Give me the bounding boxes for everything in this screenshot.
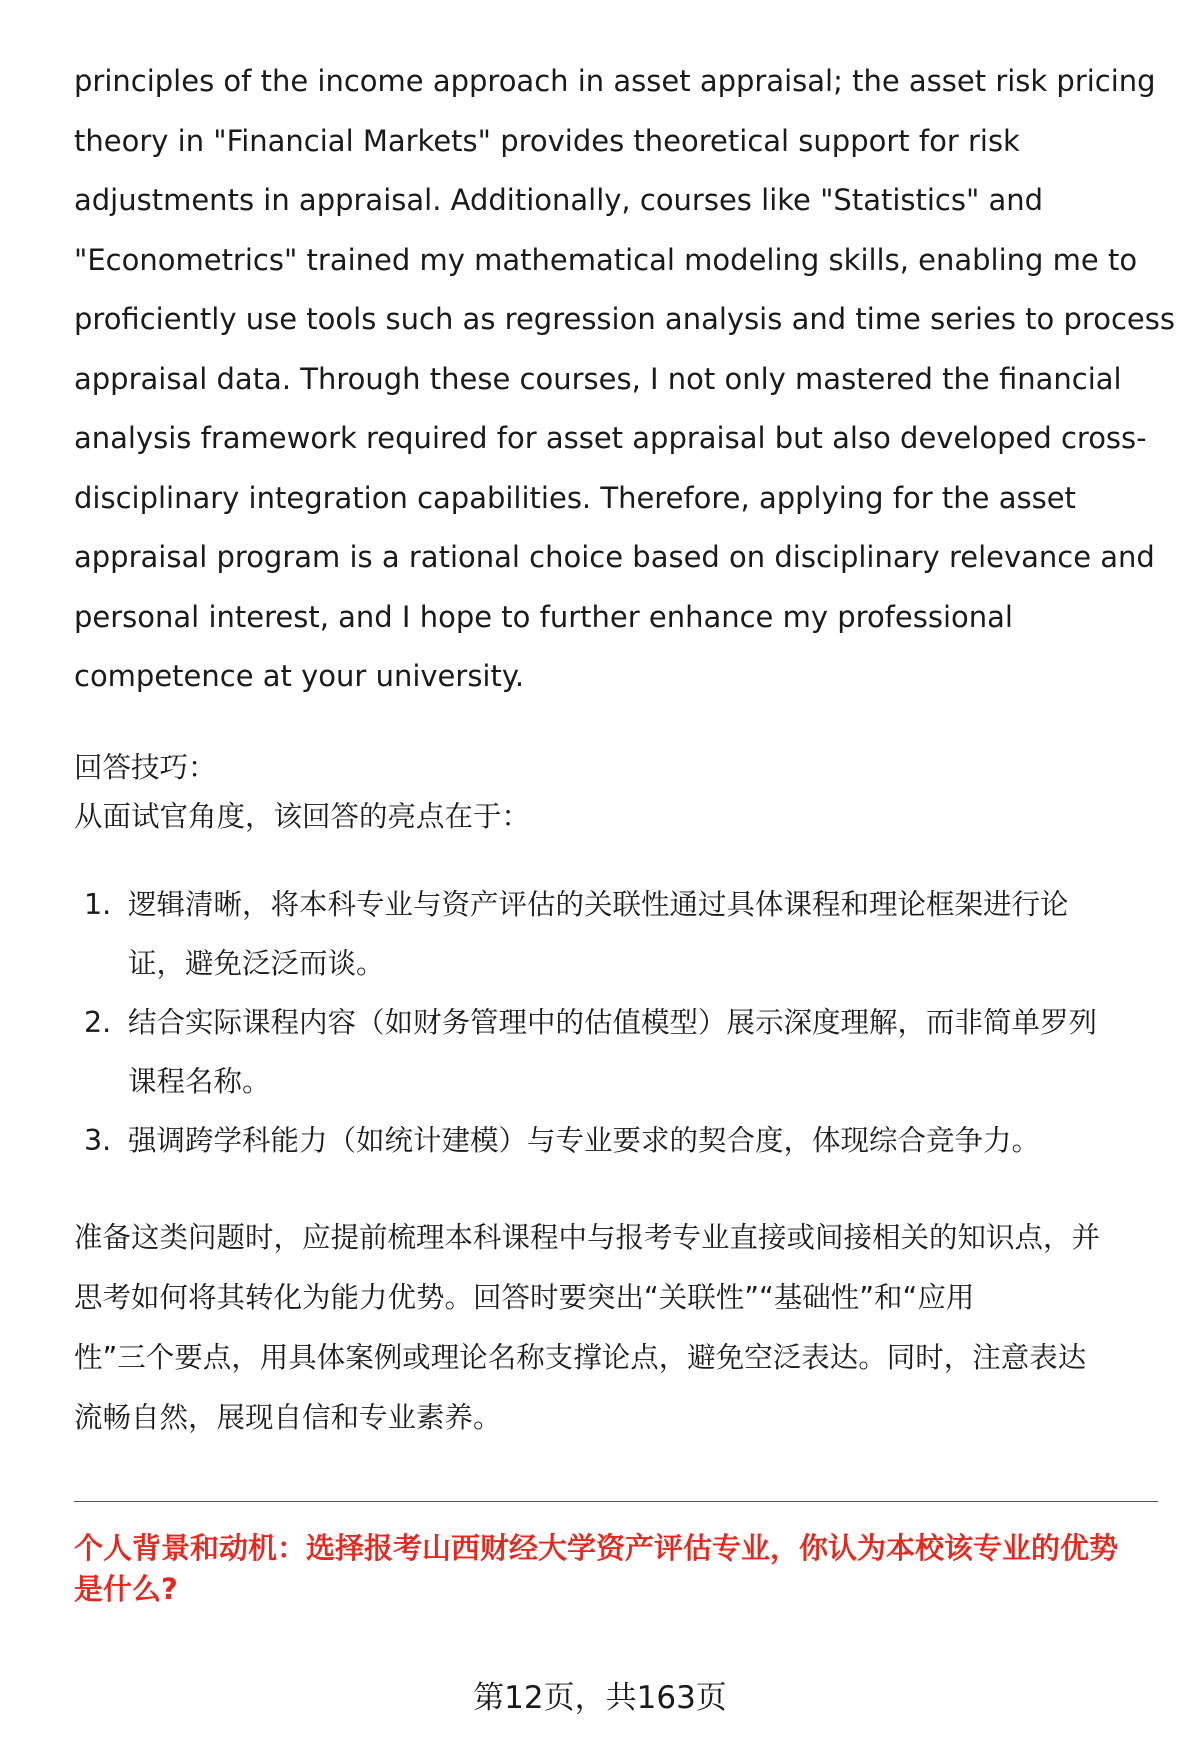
- tips-list: [74, 875, 1154, 1170]
- page-number-footer: 第12页，共163页: [473, 1680, 727, 1716]
- list-number: 3.: [84, 1123, 112, 1157]
- answer-line: appraisal data. Through these courses, I not only mastered the financial: [74, 361, 1122, 396]
- answer-line: adjustments in appraisal. Additionally, courses like "Statistics" and: [74, 183, 1044, 217]
- answer-line: disciplinary integration capabilities. Therefore, applying for the asset: [74, 480, 1076, 515]
- tips-intro: 从面试官角度，该回答的亮点在于：: [74, 799, 531, 833]
- list-number: 2.: [84, 1005, 112, 1039]
- answer-line: principles of the income approach in asset appraisal; the asset risk pricing: [74, 64, 1156, 98]
- answer-line: personal interest, and I hope to further enhance my professional: [74, 599, 1013, 634]
- answer-line: analysis framework required for asset appraisal but also developed cross-: [74, 421, 1147, 455]
- preparation-line: 思考如何将其转化为能力优势。回答时要突出“关联性”“基础性”和“应用: [74, 1280, 975, 1314]
- list-item-line: 逻辑清晰，将本科专业与资产评估的关联性通过具体课程和理论框架进行论: [128, 887, 1069, 921]
- list-item-line: 结合实际课程内容（如财务管理中的估值模型）展示深度理解，而非简单罗列: [128, 1005, 1098, 1039]
- tips-list-item: [74, 993, 1154, 1111]
- next-question-heading: [74, 1528, 1154, 1610]
- tips-section: [74, 743, 1154, 1170]
- preparation-paragraph: [74, 1208, 1154, 1448]
- answer-line: proficiently use tools such as regression analysis and time series to process: [74, 302, 1175, 336]
- answer-line: "Econometrics" trained my mathematical modeling skills, enabling me to: [74, 242, 1138, 277]
- question-line: 个人背景和动机：选择报考山西财经大学资产评估专业，你认为本校该专业的优势: [74, 1531, 1119, 1565]
- tips-heading: 回答技巧：: [74, 750, 217, 784]
- answer-line: competence at your university.: [74, 659, 525, 693]
- section-divider: [74, 1501, 1158, 1502]
- tips-list-item: [74, 875, 1154, 993]
- list-item-line: 课程名称。: [128, 1064, 271, 1098]
- question-line: 是什么?: [74, 1572, 178, 1606]
- list-item-line: 证，避免泛泛而谈。: [128, 946, 385, 980]
- preparation-line: 准备这类问题时，应提前梳理本科课程中与报考专业直接或间接相关的知识点，并: [74, 1220, 1101, 1254]
- answer-line: theory in "Financial Markets" provides theoretical support for risk: [74, 123, 1020, 158]
- answer-paragraph: [74, 52, 1175, 707]
- tips-list-item: [74, 1111, 1154, 1170]
- list-item-line: 强调跨学科能力（如统计建模）与专业要求的契合度，体现综合竞争力。: [128, 1123, 1041, 1157]
- document-page: [74, 52, 1175, 1448]
- preparation-line: 性”三个要点，用具体案例或理论名称支撑论点，避免空泛表达。同时，注意表达: [74, 1340, 1087, 1374]
- answer-line: appraisal program is a rational choice based on disciplinary relevance and: [74, 540, 1155, 574]
- list-number: 1.: [84, 887, 112, 921]
- preparation-line: 流畅自然，展现自信和专业素养。: [74, 1400, 502, 1434]
